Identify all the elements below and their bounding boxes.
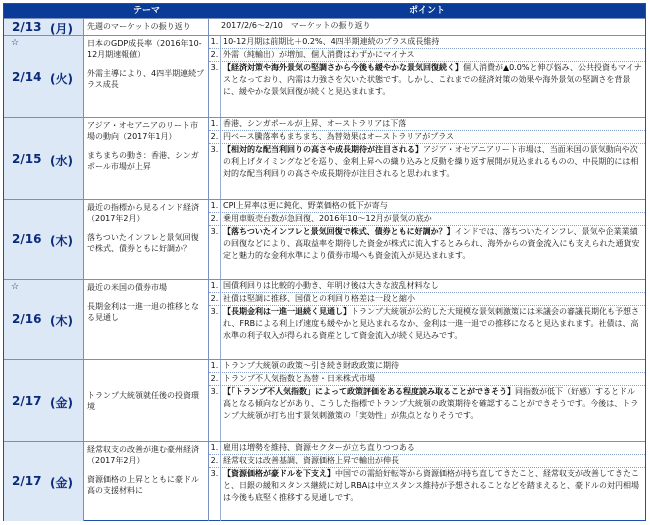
point-item: 1. CPI上昇率は更に鈍化、野菜価格の低下が寄与 bbox=[209, 200, 645, 213]
theme-subtitle: 落ちついたインフレと景気回復で株式、債券ともに好調か？ bbox=[87, 233, 199, 253]
table-row bbox=[4, 199, 645, 279]
points-cell bbox=[209, 360, 645, 441]
point-item: 2. 乗用車販売台数が急回復、2016年10～12月が景気の底か bbox=[209, 213, 645, 226]
theme-cell bbox=[84, 360, 209, 441]
date: 2/13 bbox=[12, 20, 42, 34]
point-text: CPI上昇率は更に鈍化、野菜価格の低下が寄与 bbox=[223, 201, 388, 210]
date-cell bbox=[4, 36, 84, 117]
theme-cell bbox=[84, 36, 209, 117]
table-row bbox=[4, 279, 645, 359]
date-cell bbox=[4, 360, 84, 441]
market-schedule-table bbox=[3, 3, 646, 521]
header-points: ポイント bbox=[209, 4, 645, 18]
point-item: 2. トランプ不人気指数と為替・日米株式市場 bbox=[209, 373, 645, 386]
theme-title: 最近の米国の債券市場 bbox=[87, 283, 167, 292]
weekday: (金) bbox=[50, 396, 73, 410]
point-text: 2017/2/6～2/10 マーケットの振り返り bbox=[221, 21, 371, 30]
point-item: 1. 国債利回りは比較的小動き、年明け後は大きな波乱材料なし bbox=[209, 280, 645, 293]
table-row bbox=[4, 441, 645, 521]
point-text: 【「トランプ不人気指数」によって政策評価をある程度読み取ることができそう】同指数が低下（好感）するとドル高となる傾向などがあり、こうした指標でトランプ大統領の政策期待を確認することができそうです。今後は、トランプ大統領が打ち出す景気刺激策の「実効性」が焦点となりそうです。 bbox=[223, 387, 639, 420]
star-icon: ☆ bbox=[11, 38, 20, 48]
theme-subtitle: 外需主導により、4四半期連続プラス成長 bbox=[87, 69, 205, 89]
theme-subtitle: 長期金利は一進一退の推移となる見通し bbox=[87, 302, 199, 322]
theme-cell bbox=[84, 280, 209, 359]
points-cell bbox=[209, 36, 645, 117]
theme-cell bbox=[84, 19, 209, 35]
point-text: 国債利回りは比較的小動き、年明け後は大きな波乱材料なし bbox=[223, 281, 439, 290]
point-text: トランプ不人気指数と為替・日米株式市場 bbox=[223, 374, 375, 383]
point-item: 1. 雇用は増勢を維持、資源セクターが立ち直りつつある bbox=[209, 442, 645, 455]
points-cell bbox=[209, 442, 645, 521]
point-text: 経常収支は改善基調、資源価格上昇で輸出が伸長 bbox=[223, 456, 399, 465]
point-text: 香港、シンガポールが上昇、オーストラリアは下落 bbox=[223, 119, 407, 128]
points-cell bbox=[209, 200, 645, 279]
table-row bbox=[4, 117, 645, 199]
point-item: 2. 経常収支は改善基調、資源価格上昇で輸出が伸長 bbox=[209, 455, 645, 468]
date-cell bbox=[4, 280, 84, 359]
weekday: (月) bbox=[50, 22, 73, 36]
star-icon: ☆ bbox=[11, 282, 20, 292]
theme-subtitle: まちまちの動き：香港、シンガポール市場が上昇 bbox=[87, 151, 199, 171]
points-cell bbox=[209, 19, 645, 35]
point-item: 1. トランプ大統領の政策～引き続き財政政策に期待 bbox=[209, 360, 645, 373]
point-item: 3. 【「トランプ不人気指数」によって政策評価をある程度読み取ることができそう】同指数が低下（好感）するとドル高となる傾向などがあり、こうした指標でトランプ大統領の政策期待を確認することができそうです。今後は、トランプ大統領が打ち出す景気刺激策の「実効性」が焦点となりそうです。 bbox=[209, 386, 645, 441]
weekday: (金) bbox=[50, 476, 73, 490]
point-text: 社債は堅調に推移、国債との利回り格差は一段と縮小 bbox=[223, 294, 415, 303]
theme-title: 経常収支の改善が進む豪州経済（2017年2月） bbox=[87, 445, 199, 465]
theme-title: 最近の指標から見るインド経済（2017年2月） bbox=[87, 203, 199, 223]
theme-cell bbox=[84, 442, 209, 521]
point-item bbox=[209, 20, 645, 34]
point-text: 【落ちついたインフレと景気回復で株式、債券ともに好調か？】インドでは、落ちついたインフレ、景気や企業業績の回復などにより、高取益率を期待した資金が株式に流入するとみられ、海外からの資金流入にも支えられた通貨安定と魅力的な金利水準により債券市場へも資金流入が見込まれます。 bbox=[223, 227, 640, 260]
point-item: 3. 【相対的な配当利回りの高さや成長期待が注目される】アジア・オセアニアリート市場は、当面米国の景気動向や次の利上げタイミングなどを巡り、金利上昇への織り込みと反動を繰り返す展開が見込まれるものの、中長期的には相対的な配当利回りの高さや成長期待が注目されると思われます。 bbox=[209, 144, 645, 199]
point-text: 外需（純輸出）が増加、個人消費はわずかにマイナス bbox=[223, 50, 415, 59]
date-cell bbox=[4, 200, 84, 279]
date-cell bbox=[4, 19, 84, 35]
point-item: 2. 外需（純輸出）が増加、個人消費はわずかにマイナス bbox=[209, 49, 645, 62]
theme-subtitle: 資源価格の上昇とともに豪ドル高の支援材料に bbox=[87, 475, 199, 495]
weekday: (水) bbox=[50, 154, 73, 168]
point-item: 2. 社債は堅調に推移、国債との利回り格差は一段と縮小 bbox=[209, 293, 645, 306]
header-date bbox=[4, 4, 84, 18]
table-row bbox=[4, 35, 645, 117]
theme-cell bbox=[84, 118, 209, 199]
weekday: (火) bbox=[50, 72, 73, 86]
date: 2/15 bbox=[12, 152, 42, 166]
point-text: トランプ大統領の政策～引き続き財政政策に期待 bbox=[223, 361, 399, 370]
point-text: 乗用車販売台数が急回復、2016年10～12月が景気の底か bbox=[223, 214, 432, 223]
date: 2/16 bbox=[12, 232, 42, 246]
point-item: 3. 【資源価格が豪ドルを下支え】中国での需給好転等から資源価格が持ち直してきたこと、経常収支が改善してきたこと、日銀の緩和スタンス継続に対しRBAは中立スタンス維持が予想されることなどを踏まえると、豪ドルの対円相場は今後も底堅く推移する見通しです。 bbox=[209, 468, 645, 521]
date-cell bbox=[4, 442, 84, 521]
theme-title: トランプ大統領就任後の投資環境 bbox=[87, 391, 199, 411]
point-text: 【資源価格が豪ドルを下支え】中国での需給好転等から資源価格が持ち直してきたこと、経常収支が改善してきたこと、日銀の緩和スタンス継続に対しRBAは中立スタンス維持が予想されることなどを踏まえると、豪ドルの対円相場は今後も底堅く推移する見通しです。 bbox=[223, 469, 640, 502]
point-text: 【経済対策や海外景気の堅調さから今後も緩やかな景気回復続く】個人消費が▲0.0%と伸び悩み、公共投資もマイナスとなっており、内需は力強さを欠いた状態です。しかし、これまでの経済対策の効果や海外景気の堅調さを背景に、緩やかな景気回復が続くと見込まれます。 bbox=[223, 63, 642, 96]
point-item: 3. 【長期金利は一進一退続く見通し】トランプ大統領が公約した大規模な景気刺激策には米議会の審議長期化も予想され、FRBによる利上げ速度も緩やかと見込まれるなか、金利は一進一退での推移になると見込まれます。社債は、高水準の利子収入が得られる資産として資金流入が続く見込みです。 bbox=[209, 306, 645, 359]
point-text: 【長期金利は一進一退続く見通し】トランプ大統領が公約した大規模な景気刺激策には米議会の審議長期化も予想され、FRBによる利上げ速度も緩やかと見込まれるなか、金利は一進一退での推移になると見込まれます。社債は、高水準の利子収入が得られる資産として資金流入が続く見込みです。 bbox=[223, 307, 639, 340]
point-item: 3. 【落ちついたインフレと景気回復で株式、債券ともに好調か？】インドでは、落ちついたインフレ、景気や企業業績の回復などにより、高取益率を期待した資金が株式に流入するとみられ、海外からの資金流入にも支えられた通貨安定と魅力的な金利水準により債券市場へも資金流入が見込まれます。 bbox=[209, 226, 645, 279]
date-cell bbox=[4, 118, 84, 199]
point-item: 1. 10-12月期は前期比＋0.2%、4四半期連続のプラス成長維持 bbox=[209, 36, 645, 49]
point-item: 1. 香港、シンガポールが上昇、オーストラリアは下落 bbox=[209, 118, 645, 131]
point-text: 雇用は増勢を維持、資源セクターが立ち直りつつある bbox=[223, 443, 415, 452]
weekday: (木) bbox=[50, 234, 73, 248]
date: 2/14 bbox=[12, 70, 42, 84]
point-text: 【相対的な配当利回りの高さや成長期待が注目される】アジア・オセアニアリート市場は、当面米国の景気動向や次の利上げタイミングなどを巡り、金利上昇への織り込みと反動を繰り返す展開が見込まれるものの、中長期的には相対的な配当利回りの高さや成長期待が注目されると思われます。 bbox=[223, 145, 639, 178]
theme-title: アジア・オセアニアのリート市場の動向（2017年1月） bbox=[87, 121, 199, 141]
header-theme: テーマ bbox=[84, 4, 209, 18]
date: 2/17 bbox=[12, 394, 42, 408]
weekday: (木) bbox=[50, 314, 73, 328]
point-item: 3. 【経済対策や海外景気の堅調さから今後も緩やかな景気回復続く】個人消費が▲0.0%と伸び悩み、公共投資もマイナスとなっており、内需は力強さを欠いた状態です。しかし、これまでの経済対策の効果や海外景気の堅調さを背景に、緩やかな景気回復が続くと見込まれます。 bbox=[209, 62, 645, 117]
points-cell bbox=[209, 118, 645, 199]
table-row bbox=[4, 359, 645, 441]
theme-title: 日本のGDP成長率（2016年10-12月期速報値） bbox=[87, 39, 202, 59]
theme-title: 先週のマーケットの振り返り bbox=[87, 22, 191, 31]
table-row bbox=[4, 18, 645, 35]
date: 2/16 bbox=[12, 312, 42, 326]
point-text: 10-12月期は前期比＋0.2%、4四半期連続のプラス成長維持 bbox=[223, 37, 440, 46]
points-cell bbox=[209, 280, 645, 359]
date: 2/17 bbox=[12, 474, 42, 488]
point-item: 2. 円ベース騰落率もまちまち、為替効果はオーストラリアがプラス bbox=[209, 131, 645, 144]
theme-cell bbox=[84, 200, 209, 279]
point-text: 円ベース騰落率もまちまち、為替効果はオーストラリアがプラス bbox=[223, 132, 454, 141]
